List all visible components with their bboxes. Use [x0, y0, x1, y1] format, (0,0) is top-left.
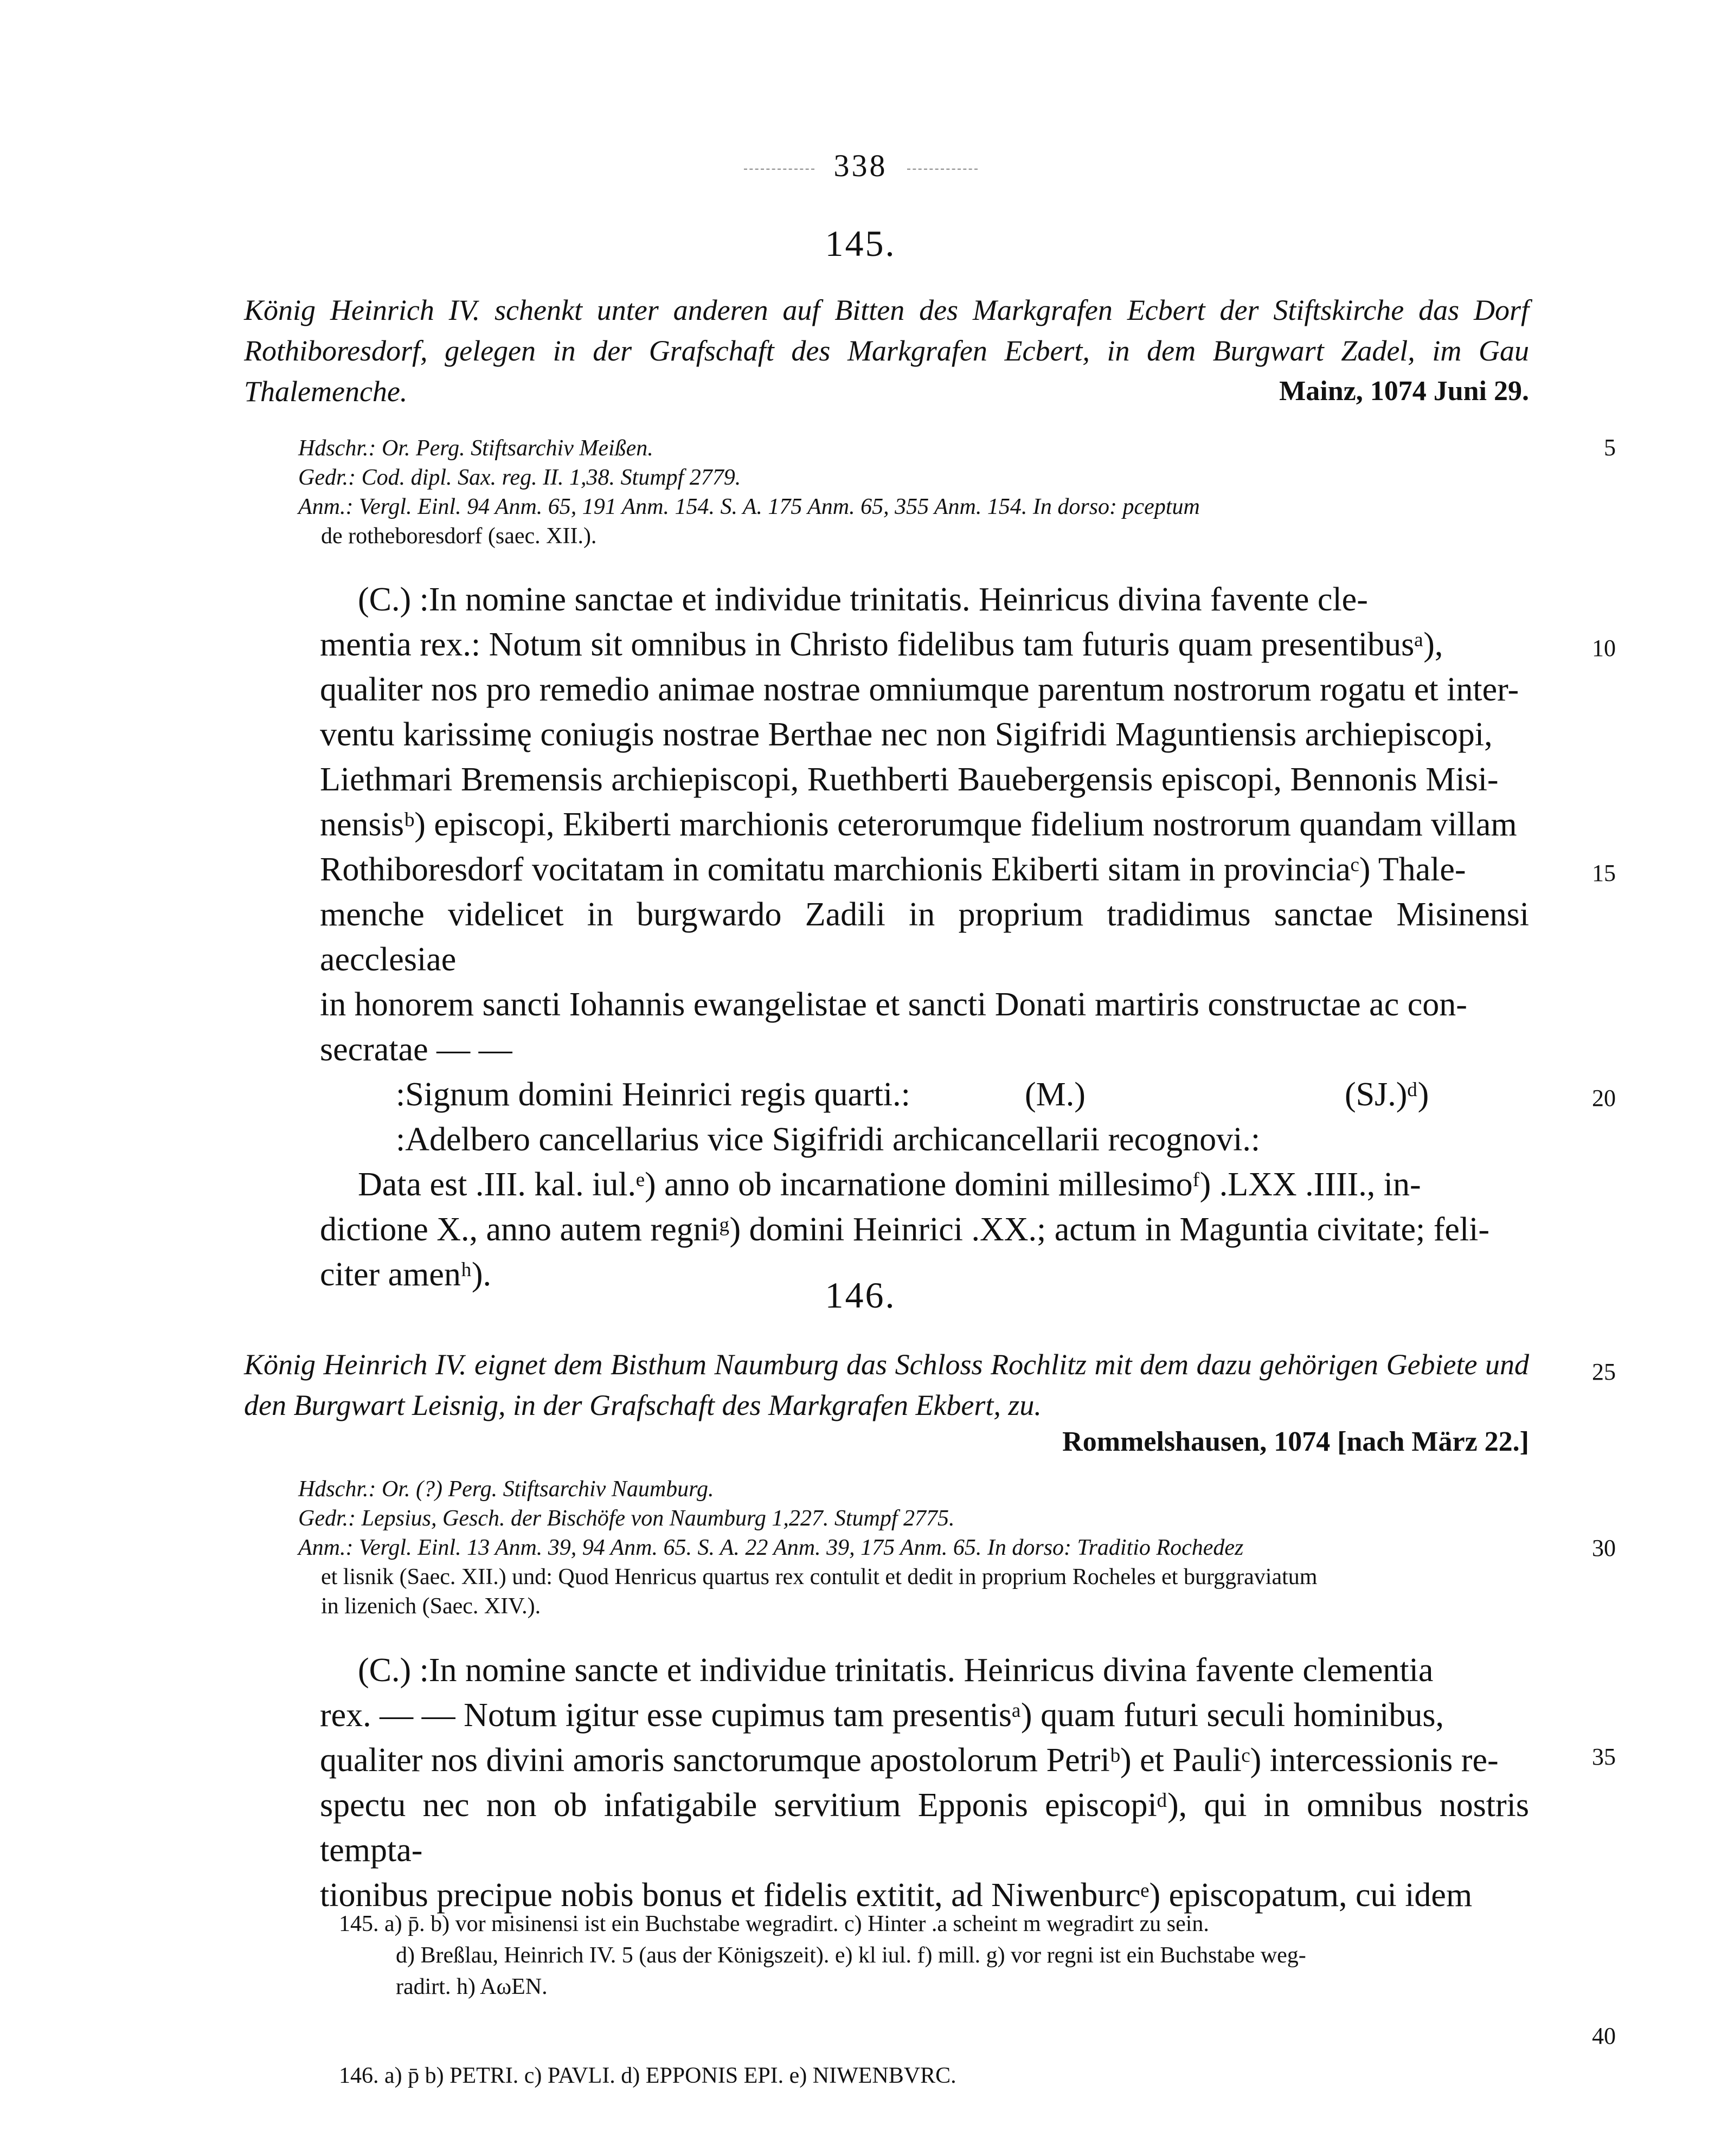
- left-rule: [744, 169, 814, 170]
- doc146-line: (C.) :In nomine sancte et individue trinitatis. Heinricus divina favente clementia: [358, 1652, 1434, 1689]
- doc146-anm-cont: in lizenich (Saec. XIV.).: [321, 1594, 541, 1619]
- doc145-monogram: (M.): [1025, 1076, 1086, 1113]
- doc145-regest-text: König Heinrich IV. schenkt unter anderen auf Bitten des Markgrafen Ecbert der Stiftskirche das Dorf Rothiboresdorf, gelegen in der Grafschaft des Markgrafen Ecbert, in dem Burgwart Zadel, im Gau Thalemenche.: [244, 294, 1529, 408]
- doc145-line: menche videlicet in burgwardo Zadili in proprium tradidimus sanctae Misinensi aecclesiae: [320, 896, 1529, 978]
- line-number: 40: [1592, 2023, 1616, 2049]
- doc145-line: dictione X., anno autem regniᵍ) domini Heinrici .XX.; actum in Maguntia civitate; feli-: [320, 1211, 1490, 1248]
- doc145-line: Rothiboresdorf vocitatam in comitatu marchionis Ekiberti sitam in provinciaᶜ) Thale-: [320, 851, 1466, 888]
- doc146-line: rex. — — Notum igitur esse cupimus tam presentisᵃ) quam futuri seculi hominibus,: [320, 1697, 1444, 1734]
- doc146-text: [320, 1648, 1529, 1918]
- doc145-line: qualiter nos pro remedio animae nostrae omniumque parentum nostrorum rogatu et inter-: [320, 671, 1519, 708]
- footnote-line: radirt. h) AωEN.: [396, 1974, 548, 1999]
- doc145-number: 145.: [825, 223, 896, 264]
- line-number: 25: [1592, 1359, 1616, 1385]
- doc145-line: nensisᵇ) episcopi, Ekiberti marchionis ceterorumque fidelium nostrorum quandam villam: [320, 806, 1517, 843]
- footnote-line: 145. a) p̄. b) vor misinensi ist ein Buchstabe wegradirt. c) Hinter .a scheint m wegradirt zu sein.: [339, 1912, 1209, 1936]
- doc146-number: 146.: [825, 1275, 896, 1316]
- doc146-anm: Anm.: Vergl. Einl. 13 Anm. 39, 94 Anm. 65. S. A. 22 Anm. 39, 175 Anm. 65. In dorso: Traditio Rochedez: [298, 1535, 1244, 1560]
- line-number: 35: [1592, 1743, 1616, 1770]
- line-number: 20: [1592, 1085, 1616, 1111]
- doc145-line: Liethmari Bremensis archiepiscopi, Ruethberti Bauebergensis episcopi, Bennonis Misi-: [320, 761, 1499, 798]
- line-number: 5: [1604, 434, 1616, 461]
- doc146-regest: [244, 1344, 1529, 1426]
- doc145-hdschr: Hdschr.: Or. Perg. Stiftsarchiv Meißen.: [298, 436, 653, 461]
- doc145-signum: :Signum domini Heinrici regis quarti.:: [396, 1076, 910, 1113]
- doc145-anm-cont: de rotheboresdorf (saec. XII.).: [321, 524, 597, 549]
- line-number: 10: [1592, 635, 1616, 661]
- doc146-line: qualiter nos divini amoris sanctorumque apostolorum Petriᵇ) et Pauliᶜ) intercessionis re-: [320, 1742, 1499, 1779]
- right-rule: [907, 169, 978, 170]
- doc145-gedr: Gedr.: Cod. dipl. Sax. reg. II. 1,38. Stumpf 2779.: [298, 465, 741, 490]
- doc145-line: ventu karissimę coniugis nostrae Berthae nec non Sigifridi Maguntiensis archiepiscopi,: [320, 716, 1493, 753]
- page-number-line: [0, 147, 1721, 184]
- doc145-recognition: :Adelbero cancellarius vice Sigifridi archicancellarii recognovi.:: [396, 1121, 1261, 1158]
- doc146-line: spectu nec non ob infatigabile servitium Epponis episcopiᵈ), qui in omnibus nostris tempta-: [320, 1787, 1529, 1869]
- doc145-line: (C.) :In nomine sanctae et individue trinitatis. Heinricus divina favente cle-: [358, 581, 1368, 618]
- doc145-text: [320, 577, 1529, 1297]
- doc146-bibliography: [298, 1475, 1529, 1621]
- line-number: 30: [1592, 1535, 1616, 1561]
- doc145-bibliography: [298, 434, 1529, 551]
- footnote-line: d) Breßlau, Heinrich IV. 5 (aus der Königszeit). e) kl iul. f) mill. g) vor regni ist ein Buchstabe weg-: [396, 1943, 1306, 1968]
- doc146-anm-cont: et lisnik (Saec. XII.) und: Quod Henricus quartus rex contulit et dedit in proprium Rocheles et burggraviatum: [321, 1565, 1318, 1589]
- footnote-line: 146. a) p̄ b) PETRI. c) PAVLI. d) EPPONIS EPI. e) NIWENBVRC.: [339, 2063, 956, 2088]
- doc145-line: secratae — —: [320, 1031, 512, 1068]
- doc146-place-date: Rommelshausen, 1074 [nach März 22.]: [1062, 1426, 1529, 1457]
- page-number: 338: [833, 148, 888, 183]
- doc145-place-date: Mainz, 1074 Juni 29.: [1279, 376, 1529, 407]
- doc145-anm: Anm.: Vergl. Einl. 94 Anm. 65, 191 Anm. 154. S. A. 175 Anm. 65, 355 Anm. 154. In dorso: pceptum: [298, 494, 1200, 519]
- doc146-gedr: Gedr.: Lepsius, Gesch. der Bischöfe von Naumburg 1,227. Stumpf 2775.: [298, 1506, 955, 1531]
- footnotes-145: [339, 1908, 1529, 2003]
- doc145-line: mentia rex.: Notum sit omnibus in Christo fidelibus tam futuris quam presentibusᵃ),: [320, 626, 1443, 663]
- doc146-regest-text: König Heinrich IV. eignet dem Bisthum Naumburg das Schloss Rochlitz mit dem dazu gehörigen Gebiete und den Burgwart Leisnig, in der Grafschaft des Markgrafen Ekbert, zu.: [244, 1348, 1529, 1421]
- line-number: 15: [1592, 860, 1616, 886]
- doc145-line: citer amenʰ).: [320, 1256, 491, 1293]
- doc146-hdschr: Hdschr.: Or. (?) Perg. Stiftsarchiv Naumburg.: [298, 1477, 714, 1502]
- doc145-line: in honorem sancti Iohannis ewangelistae et sancti Donati martiris constructae ac con-: [320, 986, 1467, 1023]
- doc145-seal: (SJ.)ᵈ): [1345, 1076, 1429, 1113]
- doc146-line: tionibus precipue nobis bonus et fidelis extitit, ad Niwenburcᵉ) episcopatum, cui idem: [320, 1877, 1473, 1914]
- footnotes-146: [339, 2060, 1529, 2091]
- doc145-line: Data est .III. kal. iul.ᵉ) anno ob incarnatione domini millesimoᶠ) .LXX .IIII., in-: [358, 1166, 1421, 1203]
- doc145-signum-line: [320, 1072, 1529, 1117]
